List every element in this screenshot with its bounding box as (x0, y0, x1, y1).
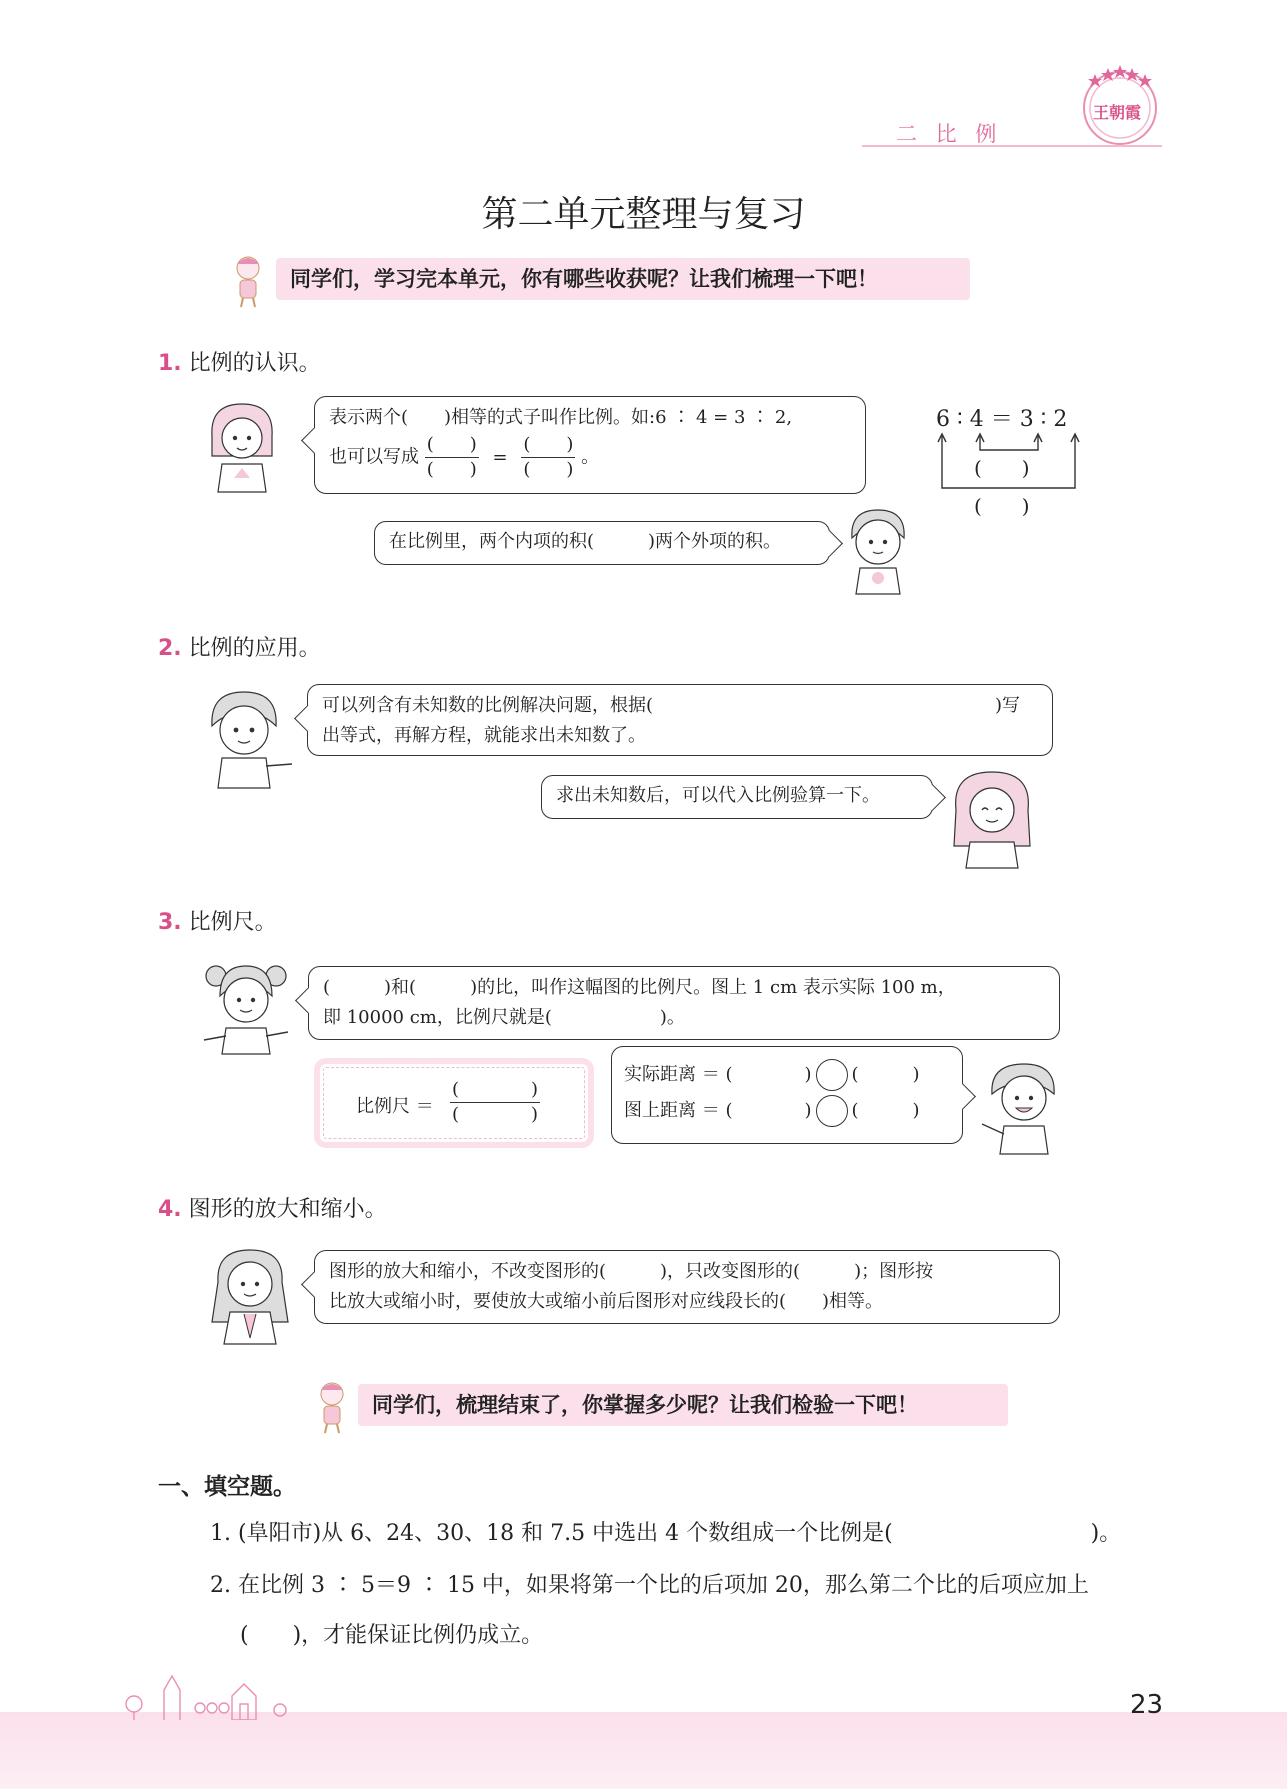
actual-distance-close: ) (804, 1064, 812, 1085)
actual-distance-circle (816, 1059, 848, 1091)
exercise-question-2-line-1: 2. 在比例 3 ∶ 5＝9 ∶ 15 中，如果将第一个比的后项加 20，那么第二个比的后项应加上 (210, 1573, 1089, 1598)
section-2-bubble-verify (541, 775, 933, 819)
map-distance-close: ) (804, 1100, 812, 1121)
logo-text: 王朝霞 (1093, 103, 1142, 122)
boy-character-icon (840, 504, 916, 596)
exercise-question-2-line-2: ( )，才能保证比例仍成立。 (240, 1623, 544, 1648)
section-3-title (158, 905, 277, 936)
header (0, 0, 1287, 160)
scale-formula-denominator: ( ) (452, 1104, 539, 1125)
section-2-number: 2. (158, 636, 182, 661)
section-2-title (158, 631, 321, 662)
definition-line-2 (329, 433, 851, 482)
fraction-right-numerator: ( ) (521, 433, 575, 458)
section-4-bubble-rule (314, 1250, 1060, 1324)
page-number: 23 (1130, 1690, 1164, 1720)
actual-distance-row (624, 1057, 950, 1093)
section-1-bubble-product (374, 521, 830, 565)
exercise-question-1: 1. (阜阳市)从 6、24、30、18 和 7.5 中选出 4 个数组成一个比例是( )。 (210, 1521, 1122, 1546)
scale-formula-box (314, 1058, 594, 1148)
verify-text: 求出未知数后，可以代入比例验算一下。 (556, 785, 880, 806)
scale-formula-numerator: ( ) (450, 1078, 540, 1103)
definition-line-1: 表示两个( )相等的式子叫作比例。如:6 ∶ 4 = 3 ∶ 2, (329, 407, 793, 428)
fraction-left-numerator: ( ) (425, 433, 479, 458)
map-distance-label: 图上距离 ＝ ( (624, 1100, 733, 1121)
product-rule-text: 在比例里，两个内项的积( )两个外项的积。 (389, 531, 782, 552)
scale-line-1: ( )和( )的比，叫作这幅图的比例尺。图上 1 cm 表示实际 100 m， (323, 977, 956, 998)
mascot-icon (228, 252, 268, 308)
method-line-1: 可以列含有未知数的比例解决问题，根据( )写 (322, 695, 1021, 716)
girl-character-4-icon (200, 1242, 300, 1346)
fraction-period: 。 (581, 446, 600, 468)
section-3-bubble-definition (308, 966, 1060, 1040)
footer-castle-icon (120, 1660, 320, 1720)
girl-character-2-icon (946, 766, 1038, 870)
section-3-heading: 比例尺。 (188, 910, 277, 935)
section-1-heading: 比例的认识。 (188, 351, 321, 376)
footer-band (0, 1712, 1287, 1789)
outro-banner: 同学们，梳理结束了，你掌握多少呢？让我们检验一下吧！ (358, 1384, 1008, 1426)
page-title: 第二单元整理与复习 (481, 194, 806, 235)
map-distance-right: ( ) (851, 1100, 920, 1121)
scale-line-2: 即 10000 cm，比例尺就是( )。 (323, 1007, 685, 1028)
fraction-right (521, 433, 575, 482)
girl-character-icon (202, 396, 282, 496)
boy-character-2-icon (200, 686, 296, 790)
mascot-2-icon (312, 1378, 352, 1434)
section-1-number: 1. (158, 351, 182, 376)
definition-prefix: 也可以写成 (329, 446, 419, 468)
intro-banner: 同学们，学习完本单元，你有哪些收获呢？让我们梳理一下吧！ (276, 258, 970, 300)
map-distance-row (624, 1093, 950, 1129)
scale-formula-label: 比例尺 ＝ (356, 1096, 434, 1117)
section-2-bubble-method (307, 684, 1053, 756)
section-1-title (158, 346, 321, 377)
section-4-number: 4. (158, 1197, 182, 1222)
chapter-label: 二 比 例 (896, 122, 1003, 146)
boy-character-3-icon (976, 1056, 1068, 1156)
method-line-2: 出等式，再解方程，就能求出未知数了。 (322, 725, 646, 746)
similarity-line-2: 比放大或缩小时，要使放大或缩小前后图形对应线段长的( )相等。 (329, 1291, 884, 1312)
actual-distance-label: 实际距离 ＝ ( (624, 1064, 733, 1085)
actual-distance-right: ( ) (851, 1064, 920, 1085)
fraction-left (425, 433, 479, 482)
section-3-number: 3. (158, 910, 182, 935)
fraction-right-denominator: ( ) (523, 459, 574, 480)
scale-formula-fraction (450, 1078, 540, 1127)
fraction-equals: = (492, 446, 508, 468)
diagram-outer-blank: ( ) (974, 494, 1030, 518)
map-distance-circle (816, 1095, 848, 1127)
section-2-heading: 比例的应用。 (188, 636, 321, 661)
section-4-title (158, 1192, 387, 1223)
section-1-bubble-definition (314, 396, 866, 494)
exercise-heading: 一、填空题。 (158, 1474, 296, 1500)
diagram-expression: 6 ∶ 4 ＝ 3 ∶ 2 (936, 407, 1068, 432)
girl-character-3-icon (200, 956, 296, 1056)
proportion-diagram (930, 402, 1090, 522)
fraction-left-denominator: ( ) (426, 459, 477, 480)
brand-logo (1075, 60, 1165, 150)
diagram-inner-blank: ( ) (974, 456, 1030, 480)
similarity-line-1: 图形的放大和缩小，不改变图形的( )，只改变图形的( )；图形按 (329, 1261, 934, 1282)
section-4-heading: 图形的放大和缩小。 (188, 1197, 387, 1222)
section-3-bubble-distances (611, 1046, 963, 1144)
